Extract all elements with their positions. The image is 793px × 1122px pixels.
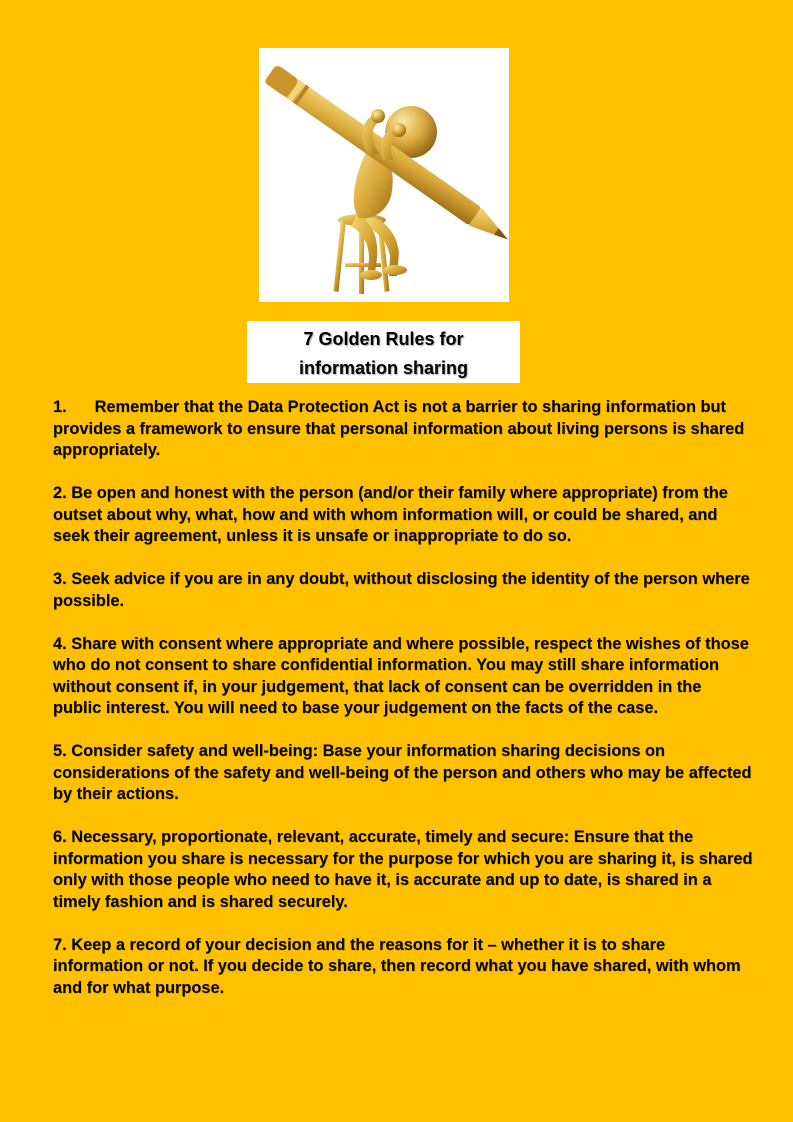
rule-text: Share with consent where appropriate and where possible, respect the wishes of those who do not consent to share confidential information. You may still share information without consent if, in your judgement, that lack of consent can be overridden in the public interest. You will need to base your judgement on the facts of the case. bbox=[53, 634, 749, 717]
rule-text: Necessary, proportionate, relevant, accurate, timely and secure: Ensure that the information you share is necessary for the purpose for which you are sharing it, is shared only with those people who need to have it, is accurate and up to date, is shared in a timely fashion and is shared securely. bbox=[53, 828, 753, 911]
rule-4 bbox=[53, 634, 753, 720]
title-box bbox=[247, 321, 520, 383]
rule-text: Keep a record of your decision and the reasons for it – whether it is to share information or not. If you decide to share, then record what you have shared, with whom and for what purpose. bbox=[53, 935, 741, 997]
rule-1 bbox=[53, 397, 753, 462]
page-title-line-2: information sharing bbox=[298, 358, 468, 378]
gold-figure-with-pencil-image bbox=[259, 48, 509, 302]
page-title-line-1: 7 Golden Rules for bbox=[303, 329, 464, 349]
rule-number: 7. bbox=[53, 935, 67, 954]
rule-number: 5. bbox=[53, 742, 67, 760]
rule-3 bbox=[53, 569, 753, 612]
rule-2 bbox=[53, 483, 753, 548]
rule-number: 4. bbox=[53, 634, 67, 653]
rule-text: Be open and honest with the person (and/or their family where appropriate) from the outset about why, what, how and with whom information will, or could be shared, and seek their agreement, unless it is unsafe or inappropriate to do so. bbox=[53, 484, 728, 545]
rule-text: Consider safety and well-being: Base your information sharing decisions on considerations of the safety and well-being of the person and others who may be affected by their actions. bbox=[53, 742, 752, 803]
rule-number: 6. bbox=[53, 828, 67, 846]
rule-5 bbox=[53, 741, 753, 806]
rules-list bbox=[53, 397, 753, 1021]
rule-text: Seek advice if you are in any doubt, without disclosing the identity of the person where possible. bbox=[53, 570, 750, 610]
rule-number: 3. bbox=[53, 570, 67, 588]
gold-figure-with-pencil-icon bbox=[259, 48, 509, 302]
rule-text: Remember that the Data Protection Act is not a barrier to sharing information but provides a framework to ensure that personal information about living persons is shared appropriately. bbox=[53, 398, 745, 459]
rule-7 bbox=[53, 935, 753, 1000]
rule-number: 2. bbox=[53, 484, 67, 502]
rule-number: 1. bbox=[53, 398, 67, 416]
rule-6 bbox=[53, 827, 753, 913]
